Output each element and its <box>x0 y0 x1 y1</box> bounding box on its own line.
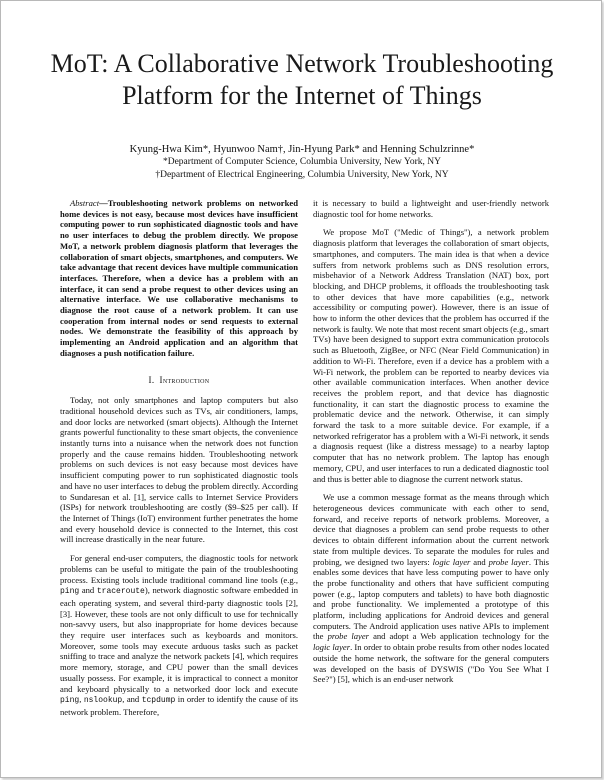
right-p2-and: and <box>470 556 489 567</box>
section-heading <box>60 375 298 386</box>
abstract-text: —Troubleshooting network problems on networked home devices is not easy, because most devices have insufficient computing power to run sophisticated diagnostic tools and have no user interfaces to debug the problem directly. We propose MoT, a network problem diagnosis platform that leverages the collaboration of smart objects, smartphones, and computers. We take advantage that recent devices have multiple communication interfaces. Therefore, when a device has a problem with an interface, it can send a probe request to other devices using an alternative interface. We use collaborative mechanisms to diagnose the root cause of a network problem. It can use cooperation from internal nodes or send requests to external nodes. We demonstrate the feasibility of this approach by implementing an Android application and an algorithm that diagnoses a push notification failure. <box>60 198 298 358</box>
intro-p2-text-c: in order to identify the cause of its network problem. Therefore, <box>60 694 299 717</box>
right-paragraph-0: it is necessary to build a lightweight and user-friendly network diagnostic tool for home networks. <box>313 198 549 219</box>
code-tcpdump: tcpdump <box>141 696 176 706</box>
right-p2-text-b: . This enables some devices that have less computing power to have only the probe functionality and others that have sufficient computing power (e.g., laptop computers and tablets) to have both diagnostic and probe functionality. We implemented a prototype of this platform, including applications for Android devices and general computers. The Android application uses native APIs to implement the <box>313 556 549 642</box>
intro-p2-text-b: ), network diagnostic software embedded in each operating system, and several third-party diagnostic tools [2], [3]. However, these tools are not only difficult to use for technically non-savvy users, but also inappropriate for home devices because they require user interfaces such as keyboards and monitors. Moreover, some tools may execute arduous tasks such as packet sniffing to trace and analyze the network packets [4], which requires more memory, storage, and CPU power than the small devices usually possess. For example, it is impractical to connect a monitor and keyboard physically to a networked door lock and execute <box>60 585 298 694</box>
intro-p2-text-a: For general end-user computers, the diagnostic tools for network problems can be useful to mitigate the pain of the troubleshooting process. Existing tools include traditional command line tools (e.g., <box>60 553 298 585</box>
term-probe-layer-2: probe layer <box>327 631 370 642</box>
affiliation-2: †Department of Electrical Engineering, Columbia University, New York, NY <box>155 170 449 180</box>
right-p2-text-a: We use a common message format as the means through which heterogeneous devices communicate with each other to send, forward, and receive reports of network problems. Moreover, a device that diagnoses a problem can send probe requests to other devices to obtain different information about the current network state from multiple devices. To separate the modules for rules and probing, we designed two layers: <box>313 492 549 567</box>
intro-p2-comma: , <box>79 694 84 705</box>
section-title: Introduction <box>159 374 210 385</box>
term-logic-layer-2: logic layer <box>313 642 351 653</box>
intro-paragraph-2 <box>60 553 298 718</box>
code-ping-2: ping <box>60 696 80 706</box>
abstract-label: Abstract <box>70 198 100 208</box>
paper-title <box>20 48 584 112</box>
title-line-1: MoT: A Collaborative Network Troubleshooting <box>50 49 554 78</box>
term-probe-layer: probe layer <box>488 556 529 567</box>
left-column <box>60 198 298 718</box>
intro-paragraph-1: Today, not only smartphones and laptop computers but also traditional household devices such as TVs, air conditioners, lamps, and door locks are networked (smart objects). Although the Internet grants powerful functionality to these smart objects, the convenience instantly turns into a nuisance when the network does not function properly and the cause remains hidden. Troubleshooting network problems on such devices is not easy because most devices have insufficient computing power to run sophisticated diagnostic tools and have no user interfaces to debug the problem directly. According to Sundaresan et al. [1], service calls to Internet Service Providers (ISPs) for network troubleshooting are costly ($9–$25 per call). If the Internet of Things (IoT) environment further penetrates the home and every household device is connected to the Internet, this cost will increase drastically in the near future. <box>60 395 298 545</box>
code-ping: ping <box>60 587 80 597</box>
intro-p2-and-2: , and <box>122 694 142 705</box>
author-list: Kyung-Hwa Kim*, Hyunwoo Nam†, Jin-Hyung Park* and Henning Schulzrinne* <box>129 144 475 155</box>
right-p2-text-c: and adopt a Web application technology for the <box>369 631 549 642</box>
section-number: I. <box>148 374 155 385</box>
right-paragraph-2 <box>313 492 549 685</box>
code-nslookup: nslookup <box>83 696 123 706</box>
intro-p2-and: and <box>79 585 97 596</box>
right-column <box>313 198 549 685</box>
right-p2-text-d: . In order to obtain probe results from other nodes located outside the home network, the software for the general computers was developed on the basis of DYSWIS ("Do You See What I See?") [5], which is an end-user network <box>313 642 549 685</box>
abstract <box>60 198 298 359</box>
right-paragraph-1: We propose MoT ("Medic of Things"), a network problem diagnosis platform that leverages the collaboration of smart objects, smartphones, and computers. The main idea is that when a device suffers from network problems such as DNS resolution errors, misbehavior of a Network Address Translation (NAT) box, port blocking, and DHCP problems, it offloads the troubleshooting task to other devices that have more capabilities (e.g., network accessibility or computing power). However, there is an issue of how to inform the other devices that the problem has occurred if the network is faulty. We note that most recent smart objects (e.g., smart TVs) have been designed to support extra communication protocols such as Bluetooth, ZigBee, or NFC (Near Field Communication) in addition to Wi-Fi. Therefore, even if a device has a problem with a Wi-Fi network, the problem can be reported to nearby devices via other available communication interfaces. When another device receives the problem report, and that device has diagnostic functionality, it can start the diagnostic process to examine the problematic device and the network. Otherwise, it can simply forward the task to a more suitable device. For example, if a networked refrigerator has a problem with a Wi-Fi network, it sends a diagnosis request (like a distress message) to a nearby laptop computer that has no network problem. The laptop has enough memory, CPU, and user interfaces to run a dedicated diagnostic tool and thus is better able to diagnose the current network status. <box>313 227 549 484</box>
affiliation-1: *Department of Computer Science, Columbia University, New York, NY <box>162 157 441 167</box>
title-line-2: Platform for the Internet of Things <box>122 81 482 110</box>
term-logic-layer: logic layer <box>432 556 471 567</box>
author-block <box>20 143 584 182</box>
code-traceroute: traceroute <box>96 587 145 597</box>
